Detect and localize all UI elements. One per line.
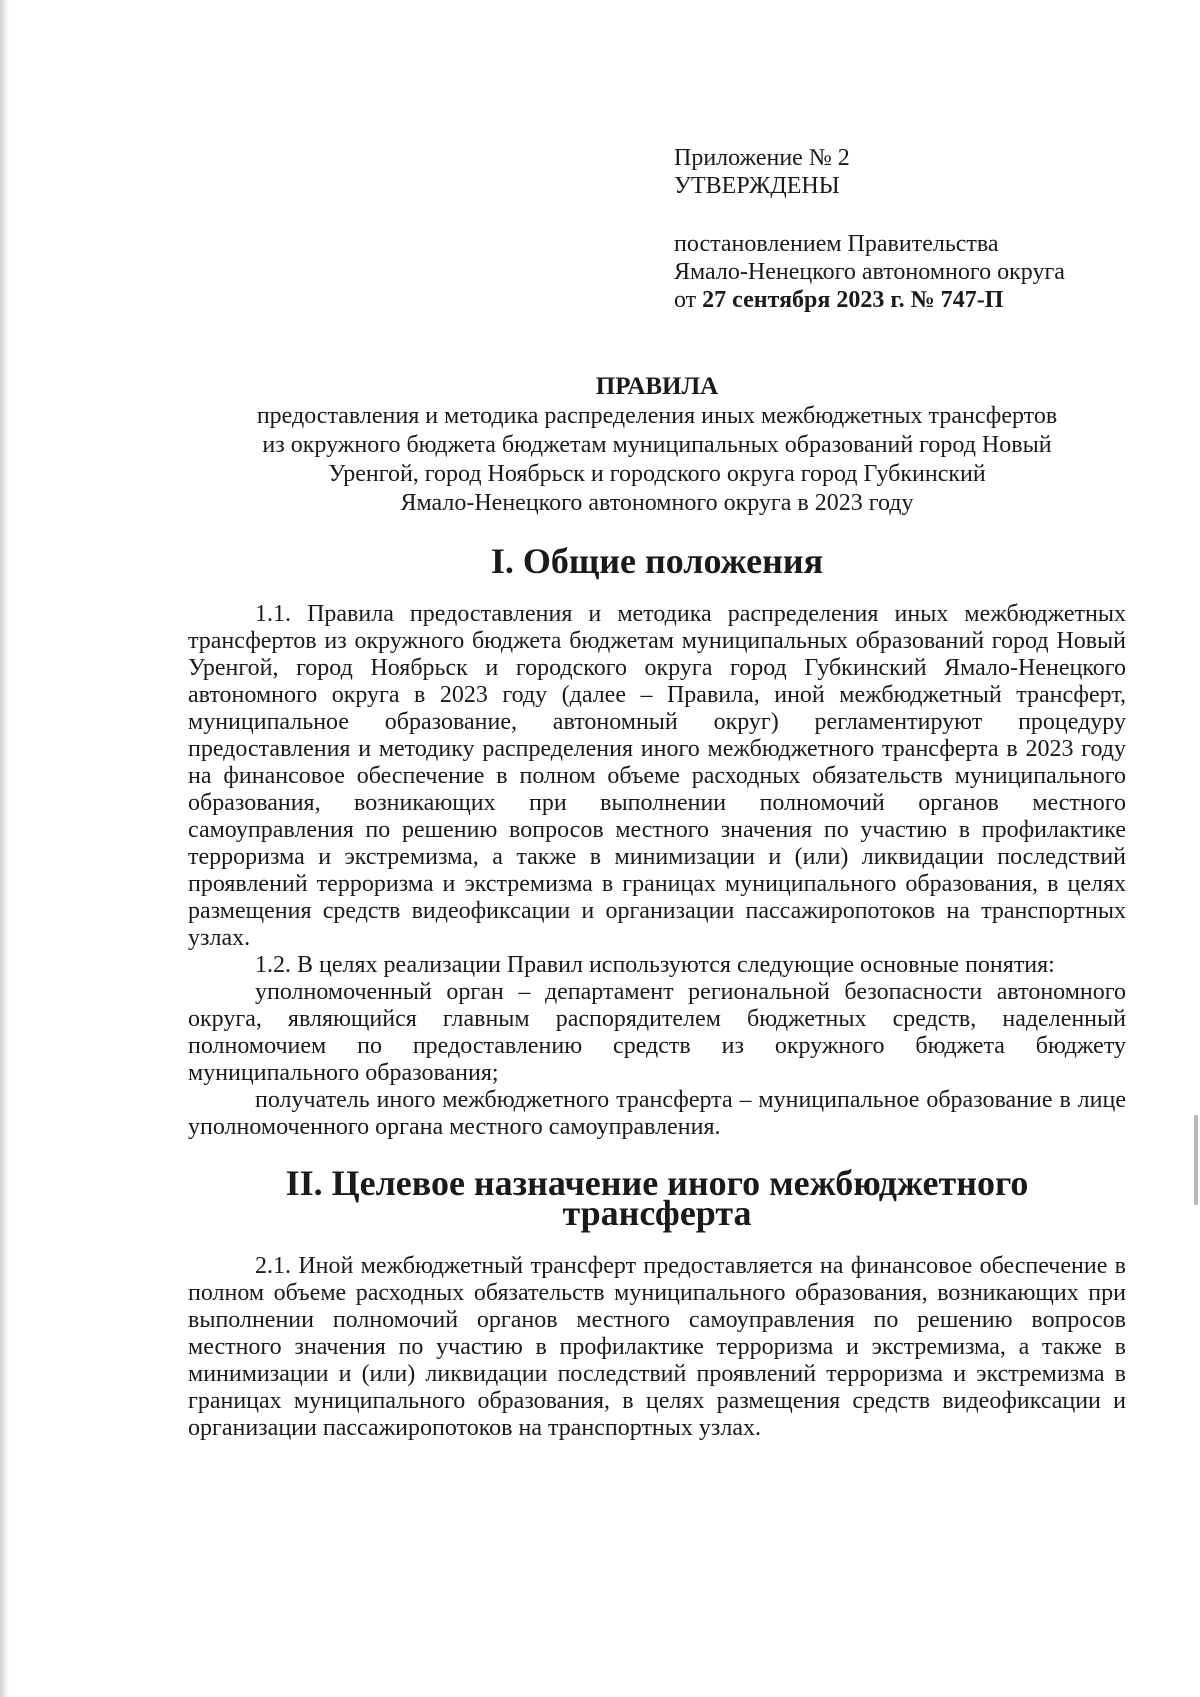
- date-prefix: от: [674, 287, 697, 313]
- resolution-date-line: [674, 286, 1065, 314]
- document-subtitle: [188, 402, 1126, 518]
- subtitle-line: Уренгой, город Ноябрьск и городского округа город Губкинский: [328, 461, 986, 487]
- document-body: [188, 372, 1126, 1442]
- subtitle-line: из окружного бюджета бюджетам муниципальных образований город Новый: [262, 432, 1052, 458]
- document-title: ПРАВИЛА: [595, 373, 719, 400]
- paragraph-2-1: 2.1. Иной межбюджетный трансферт предоставляется на финансовое обеспечение в полном объеме расходных обязательств муниципального образования, возникающих при выполнении полномочий органов местного самоуправления по решению вопросов местного значения по участию в профилактике терроризма и экстремизма, а также в минимизации и (или) ликвидации последствий проявлений терроризма и экстремизма в границах муниципального образования, в целях размещения средств видеофиксации и организации пассажиропотоков на транспортных узлах.: [188, 1253, 1126, 1441]
- appendix-label: Приложение № 2: [674, 145, 850, 171]
- subtitle-line: предоставления и методика распределения иных межбюджетных трансфертов: [256, 403, 1058, 429]
- resolution-line-1: постановлением Правительства: [674, 231, 999, 257]
- section-1-heading: I. Общие положения: [490, 541, 824, 581]
- resolution-date-number: 27 сентября 2023 г. № 747-П: [702, 287, 1004, 313]
- paragraph-1-1: 1.1. Правила предоставления и методика распределения иных межбюджетных трансфертов из окружного бюджета бюджетам муниципальных образований город Новый Уренгой, город Ноябрьск и городского округа город Губкинский Ямало-Ненецкого автономного округа в 2023 году (далее – Правила, иной межбюджетный трансферт, муниципальное образование, автономный округ) регламентируют процедуру предоставления и методику распределения иного межбюджетного трансферта в 2023 году на финансовое обеспечение в полном объеме расходных обязательств муниципального образования, возникающих при выполнении полномочий органов местного самоуправления по решению вопросов местного значения по участию в профилактике терроризма и экстремизма, а также в минимизации и (или) ликвидации последствий проявлений терроризма и экстремизма в границах муниципального образования, в целях размещения средств видеофиксации и организации пассажиропотоков на транспортных узлах.: [188, 601, 1126, 951]
- stamp-spacer: [674, 200, 1065, 230]
- paragraph-1-2: 1.2. В целях реализации Правил используются следующие основные понятия:: [255, 952, 1055, 978]
- resolution-line-2: Ямало-Ненецкого автономного округа: [674, 259, 1065, 285]
- scan-left-edge: [0, 0, 9, 1697]
- approval-stamp: [674, 144, 1065, 314]
- section-2-heading: II. Целевое назначение иного межбюджетного трансферта: [285, 1163, 1029, 1233]
- scan-edge-mark: [1194, 1115, 1198, 1205]
- approved-label: УТВЕРЖДЕНЫ: [674, 173, 840, 199]
- definition-authorized-body: уполномоченный орган – департамент региональной безопасности автономного округа, являющийся главным распорядителем бюджетных средств, наделенный полномочием по предоставлению средств из окружного бюджета бюджету муниципального образования;: [188, 979, 1126, 1086]
- definition-recipient: получатель иного межбюджетного трансферта – муниципальное образование в лице уполномоченного органа местного самоуправления.: [188, 1087, 1126, 1140]
- subtitle-line: Ямало-Ненецкого автономного округа в 2023 году: [400, 490, 914, 516]
